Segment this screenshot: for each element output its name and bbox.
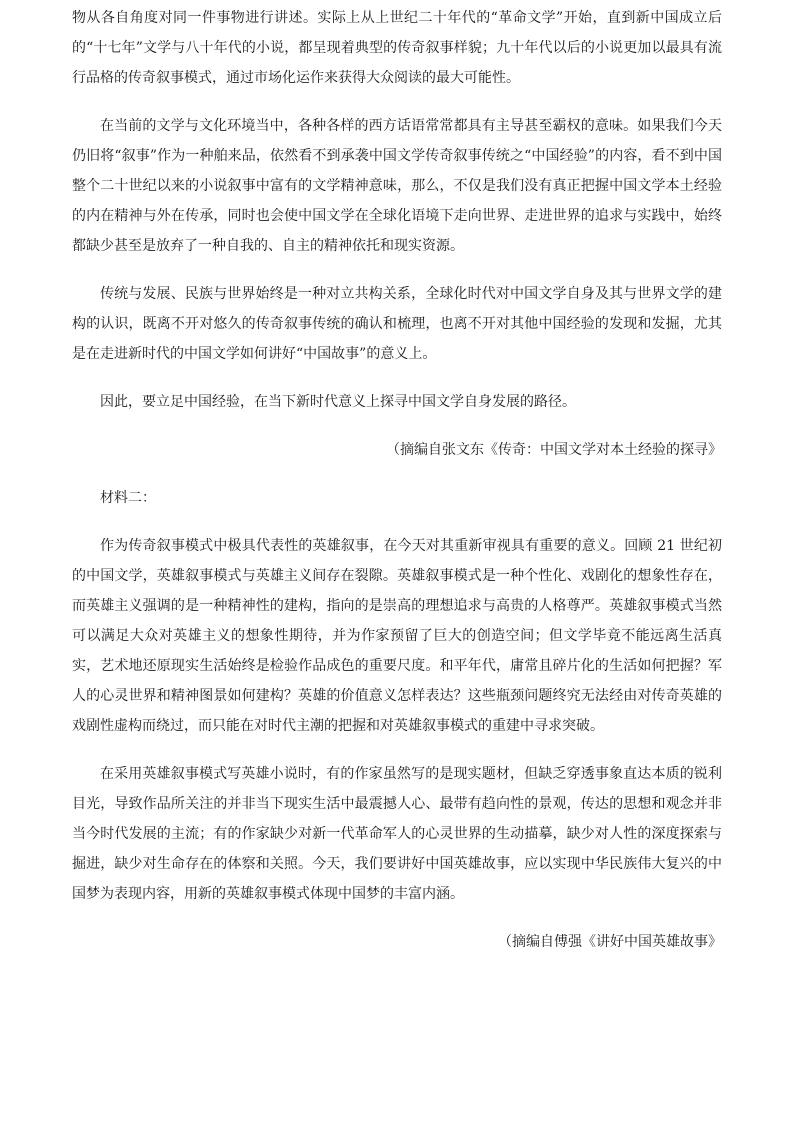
paragraph-continuation: 物从各自角度对同一件事物进行讲述。实际上从上世纪二十年代的“革命文学”开始，直到新中国成立后的“十七年”文学与八十年代的小说，都呈现着典型的传奇叙事样貌；九十年代以后的小说更加以最具有流行品格的传奇叙事模式，通过市场化运作来获得大众阅读的最大可能性。 [72,10,722,86]
paragraph-tradition-development: 传统与发展、民族与世界始终是一种对立共构关系，全球化时代对中国文学自身及其与世界文学的建构的认识，既离不开对悠久的传奇叙事传统的确认和梳理，也离不开对其他中国经验的发现和发掘，尤其是在走进新时代的中国文学如何讲好“中国故事”的意义上。 [72,286,722,362]
document-page [72,0,722,957]
paragraph-western-discourse: 在当前的文学与文化环境当中，各种各样的西方话语常常都具有主导甚至霸权的意味。如果我们今天仍旧将“叙事”作为一种舶来品，依然看不到承袭中国文学传奇叙事传统之“中国经验”的内容，看不到中国整个二十世纪以来的小说叙事中富有的文学精神意味，那么，不仅是我们没有真正把握中国文学本土经验的内在精神与外在传承，同时也会使中国文学在全球化语境下走向世界、走进世界的追求与实践中，始终都缺少甚至是放弃了一种自我的、自主的精神依托和现实资源。 [72,118,722,254]
paragraph-conclusion: 因此，要立足中国经验，在当下新时代意义上探寻中国文学自身发展的路径。 [100,394,576,410]
paragraph-hero-narrative: 作为传奇叙事模式中极具代表性的英雄叙事，在今天对其重新审视具有重要的意义。回顾 21 世纪初的中国文学，英雄叙事模式与英雄主义间存在裂隙。英雄叙事模式是一种个性化、戏剧化的想象性存在，而英雄主义强调的是一种精神性的建构，指向的是崇高的理想追求与高贵的人格尊严。英雄叙事模式当然可以满足大众对英雄主义的想象性期待，并为作家预留了巨大的创造空间；但文学毕竟不能远离生活真实，艺术地还原现实生活始终是检验作品成色的重要尺度。和平年代，庸常且碎片化的生活如何把握？军人的心灵世界和精神图景如何建构？英雄的价值意义怎样表达？这些瓶颈问题终究无法经由对传奇英雄的戏剧性虚构而绕过，而只能在对时代主潮的把握和对英雄叙事模式的重建中寻求突破。 [72,538,722,734]
material-two-heading: 材料二： [100,490,156,506]
source-citation-2: （摘编自傅强《讲好中国英雄故事》 [498,934,722,950]
paragraph-hero-novel: 在采用英雄叙事模式写英雄小说时，有的作家虽然写的是现实题材，但缺乏穿透事象直达本质的锐利目光，导致作品所关注的并非当下现实生活中最震撼人心、最带有趋向性的景观，传达的思想和观念并非当今时代发展的主流；有的作家缺少对新一代革命军人的心灵世界的生动描摹，缺少对人性的深度探索与掘进，缺少对生命存在的体察和关照。今天，我们要讲好中国英雄故事，应以实现中华民族伟大复兴的中国梦为表现内容，用新的英雄叙事模式体现中国梦的丰富内涵。 [72,766,722,902]
source-citation-1: （摘编自张文东《传奇：中国文学对本土经验的探寻》 [386,442,722,458]
